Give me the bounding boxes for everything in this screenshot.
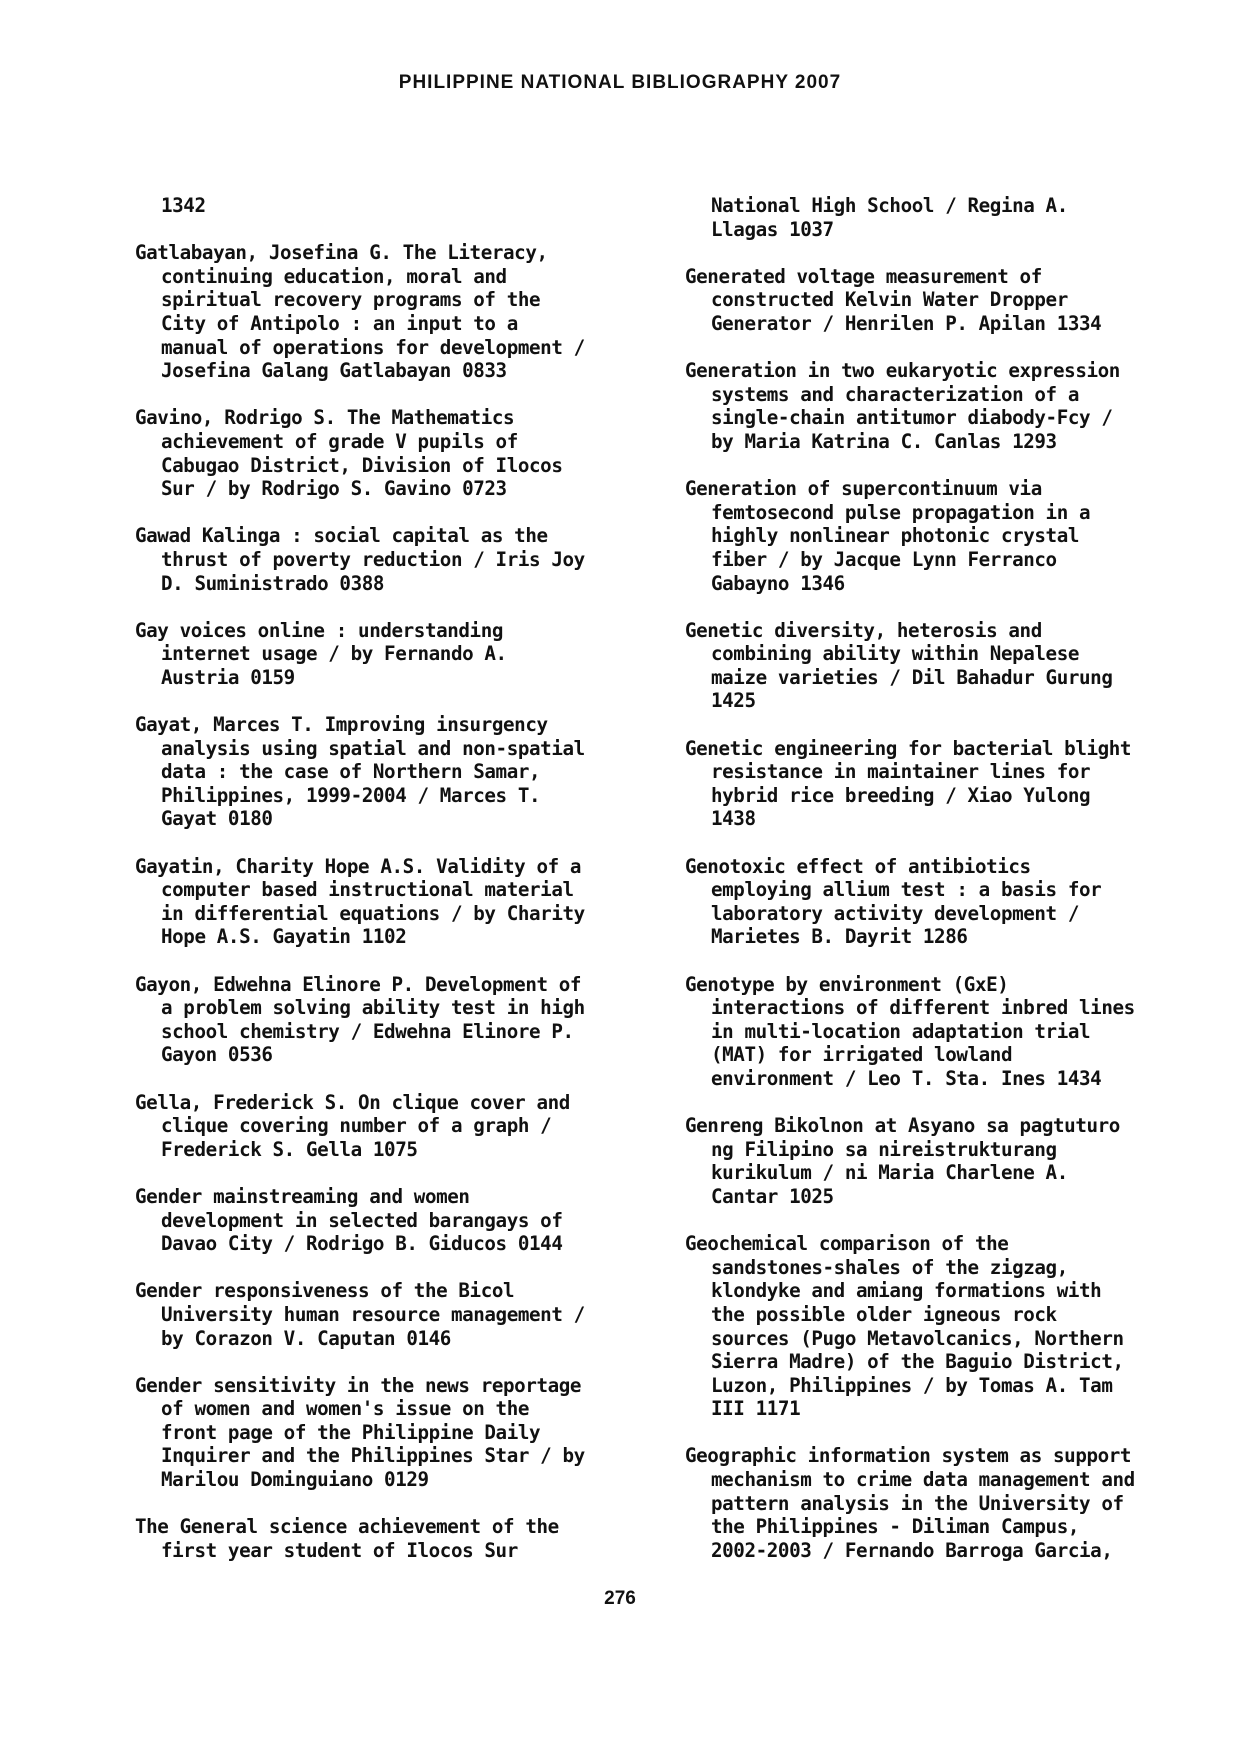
bibliography-entry: Geochemical comparison of the sandstones-shales of the zigzag, klondyke and amiang formations with the possible older igneous rock sources (Pugo Metavolcanics, Northern Sierra Madre) of the Baguio District, Luzon, Philippines / by Tomas A. Tam III 1171: [685, 1232, 1124, 1421]
bibliography-entry: Gavino, Rodrigo S. The Mathematics achievement of grade V pupils of Cabugao District, Division of Ilocos Sur / by Rodrigo S. Gavino 0723: [135, 406, 563, 501]
bibliography-entry: Gayatin, Charity Hope A.S. Validity of a computer based instructional material in differential equations / by Charity Hope A.S. Gayatin 1102: [135, 854, 585, 949]
bibliography-entry: Genetic diversity, heterosis and combining ability within Nepalese maize varieties / Dil Bahadur Gurung 1425: [685, 618, 1113, 713]
bibliography-entry: The General science achievement of the first year student of Ilocos Sur: [135, 1515, 559, 1562]
entry-continuation: National High School / Regina A. Llagas 1037: [711, 194, 1068, 241]
bibliography-entry: Gender mainstreaming and women development in selected barangays of Davao City / Rodrigo B. Giducos 0144: [135, 1184, 563, 1256]
entry-continuation: 1342: [161, 194, 206, 217]
bibliography-entry: Gender sensitivity in the news reportage of women and women's issue on the front page of the Philippine Daily Inquirer and the Philippines Star / by Marilou Dominguiano 0129: [135, 1373, 585, 1492]
bibliography-entry: Genreng Bikolnon at Asyano sa pagtuturo ng Filipino sa nireistrukturang kurikulum / ni Maria Charlene A. Cantar 1025: [685, 1114, 1120, 1208]
page-number: 276: [604, 1588, 636, 1609]
bibliography-entry: Gatlabayan, Josefina G. The Literacy, continuing education, moral and spiritual recovery programs of the City of Antipolo : an input to a manual of operations for development / Josefina Galang Gatlabayan 0833: [135, 241, 585, 383]
bibliography-entry: Gawad Kalinga : social capital as the thrust of poverty reduction / Iris Joy D. Suministrado 0388: [135, 524, 585, 595]
bibliography-entry: Gella, Frederick S. On clique cover and clique covering number of a graph / Frederick S. Gella 1075: [135, 1090, 570, 1161]
page-header: PHILIPPINE NATIONAL BIBLIOGRAPHY 2007: [398, 72, 842, 93]
bibliography-entry: Gayat, Marces T. Improving insurgency analysis using spatial and non-spatial data : the case of Northern Samar, Philippines, 1999-2004 / Marces T. Gayat 0180: [135, 713, 585, 831]
bibliography-entry: Gay voices online : understanding internet usage / by Fernando A. Austria 0159: [135, 618, 507, 689]
bibliography-entry: Geographic information system as support mechanism to crime data management and pattern analysis in the University of the Philippines - Diliman Campus, 2002-2003 / Fernando Barroga Garcia,: [685, 1444, 1135, 1562]
bibliography-entry: Generation of supercontinuum via femtosecond pulse propagation in a highly nonlinear photonic crystal fiber / by Jacque Lynn Ferranco Gabayno 1346: [685, 477, 1091, 595]
bibliography-entry: Genotype by environment (GxE) interactions of different inbred lines in multi-location adaptation trial (MAT) for irrigated lowland environment / Leo T. Sta. Ines 1434: [685, 972, 1135, 1090]
bibliography-entry: Generated voltage measurement of constructed Kelvin Water Dropper Generator / Henrilen P. Apilan 1334: [685, 264, 1102, 335]
left-column: [135, 194, 665, 1586]
bibliography-entry: Genotoxic effect of antibiotics employing allium test : a basis for laboratory activity development / Marietes B. Dayrit 1286: [685, 854, 1102, 949]
right-column: [685, 194, 1205, 1586]
bibliography-entry: Gender responsiveness of the Bicol University human resource management / by Corazon V. Caputan 0146: [135, 1279, 585, 1350]
bibliography-entry: Genetic engineering for bacterial blight resistance in maintainer lines for hybrid rice breeding / Xiao Yulong 1438: [685, 736, 1132, 831]
bibliography-entry: Generation in two eukaryotic expression systems and characterization of a single-chain antitumor diabody-Fcy / by Maria Katrina C. Canlas 1293: [685, 359, 1120, 453]
bibliography-entry: Gayon, Edwehna Elinore P. Development of a problem solving ability test in high school chemistry / Edwehna Elinore P. Gayon 0536: [135, 972, 585, 1067]
